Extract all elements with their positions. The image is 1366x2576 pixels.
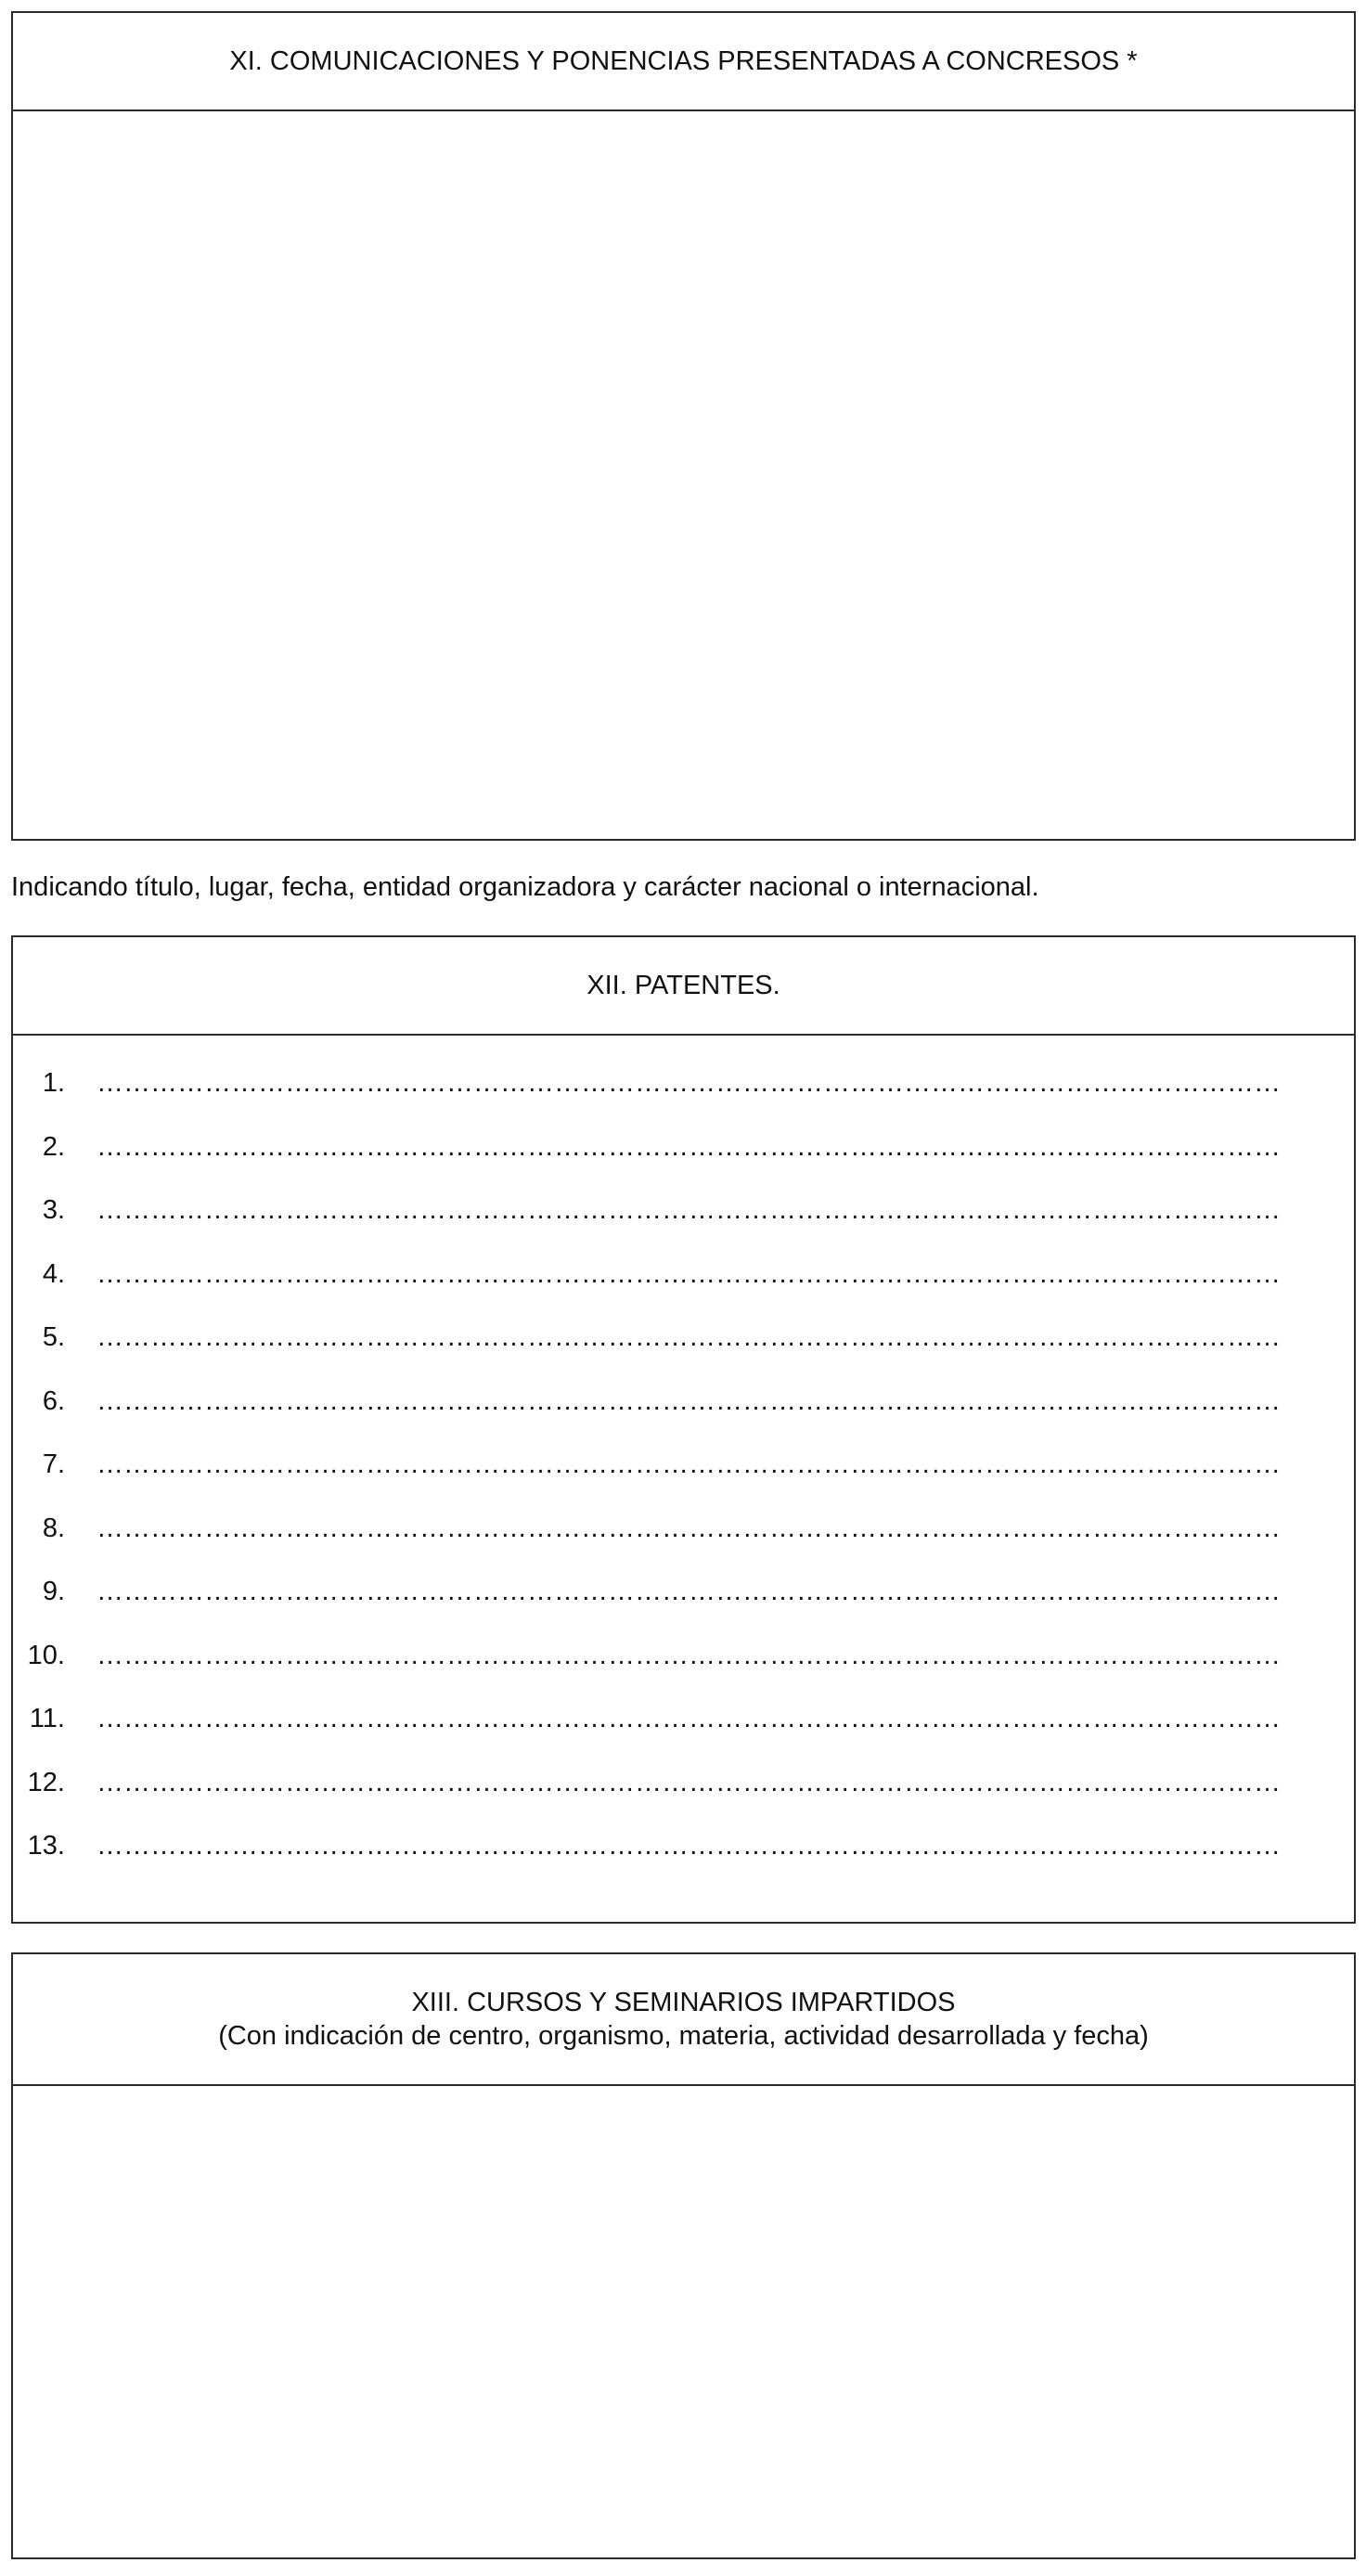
patent-line-dots: …………………………………………………………………………………………………………………… <box>97 1131 1281 1162</box>
patent-line-dots: …………………………………………………………………………………………………………………… <box>97 1513 1281 1543</box>
section-xii-header <box>13 937 1354 1036</box>
patent-line-dots: …………………………………………………………………………………………………………………… <box>97 1195 1281 1225</box>
section-xiii-box <box>11 1952 1356 2559</box>
patent-line-dots: …………………………………………………………………………………………………………………… <box>97 1577 1281 1606</box>
patent-line-number: 1. <box>42 1068 65 1098</box>
patent-line-dots: …………………………………………………………………………………………………………………… <box>97 1449 1281 1479</box>
patent-line[interactable] <box>13 1575 1354 1639</box>
patent-line[interactable] <box>13 1829 1354 1893</box>
patent-list <box>13 1066 1354 1893</box>
patent-line[interactable] <box>13 1639 1354 1703</box>
patent-line-number: 11. <box>29 1704 65 1733</box>
patent-line-number: 5. <box>42 1322 65 1352</box>
patent-line-dots: …………………………………………………………………………………………………………………… <box>97 1831 1281 1861</box>
patent-line-dots: …………………………………………………………………………………………………………………… <box>97 1640 1281 1670</box>
patent-line-number: 12. <box>27 1767 65 1797</box>
section-xiii-title: XIII. CURSOS Y SEMINARIOS IMPARTIDOS <box>411 1988 956 2017</box>
patent-line[interactable] <box>13 1320 1354 1385</box>
patent-line-number: 10. <box>27 1640 65 1670</box>
section-xi-footnote: Indicando título, lugar, fecha, entidad organizadora y carácter nacional o internacional. <box>11 872 1039 902</box>
section-xi-box <box>11 11 1356 841</box>
patent-line-number: 8. <box>42 1513 65 1543</box>
section-xii-box <box>11 935 1356 1924</box>
patent-line[interactable] <box>13 1130 1354 1194</box>
section-xi-header <box>13 13 1354 111</box>
patent-line[interactable] <box>13 1066 1354 1130</box>
patent-line[interactable] <box>13 1257 1354 1321</box>
patent-line-number: 2. <box>42 1131 65 1162</box>
patent-line-dots: …………………………………………………………………………………………………………………… <box>97 1322 1281 1352</box>
patent-line[interactable] <box>13 1702 1354 1766</box>
section-xi-title: XI. COMUNICACIONES Y PONENCIAS PRESENTADAS A CONCRESOS * <box>229 46 1138 76</box>
section-xiii-subtitle: (Con indicación de centro, organismo, materia, actividad desarrollada y fecha) <box>218 2021 1149 2051</box>
patent-line[interactable] <box>13 1448 1354 1512</box>
patent-line-number: 4. <box>42 1258 65 1289</box>
patent-line-number: 6. <box>42 1385 65 1416</box>
patent-line[interactable] <box>13 1766 1354 1830</box>
patent-line[interactable] <box>13 1385 1354 1449</box>
patent-line[interactable] <box>13 1193 1354 1257</box>
patent-line-number: 7. <box>42 1449 65 1479</box>
patent-line-dots: …………………………………………………………………………………………………………………… <box>97 1704 1281 1733</box>
patent-line-dots: …………………………………………………………………………………………………………………… <box>97 1068 1281 1098</box>
patent-line-dots: …………………………………………………………………………………………………………………… <box>97 1385 1281 1416</box>
patent-line-dots: …………………………………………………………………………………………………………………… <box>97 1258 1281 1289</box>
patent-line-number: 9. <box>42 1577 65 1606</box>
section-xii-title: XII. PATENTES. <box>586 971 780 1000</box>
patent-line-number: 3. <box>42 1195 65 1225</box>
section-xiii-header <box>13 1954 1354 2086</box>
patent-line-number: 13. <box>27 1831 65 1861</box>
patent-line-dots: …………………………………………………………………………………………………………………… <box>97 1767 1281 1797</box>
patent-line[interactable] <box>13 1512 1354 1576</box>
